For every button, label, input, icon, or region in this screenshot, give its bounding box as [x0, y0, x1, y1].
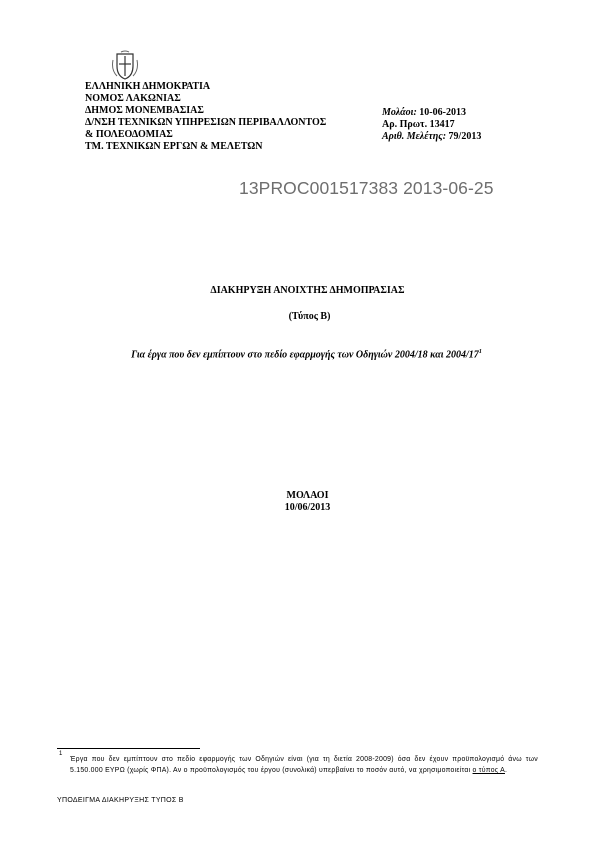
study-label: Αριθ. Μελέτης: [382, 130, 447, 142]
study-row [382, 131, 481, 143]
issuer-line: ΤΜ. ΤΕΧΝΙΚΩΝ ΕΡΓΩΝ & ΜΕΛΕΤΩΝ [85, 140, 263, 152]
footnote-mark: 1 [59, 751, 63, 757]
footnote-main: Έργα που δεν εμπίπτουν στο πεδίο εφαρμογής των Οδηγιών είναι (για τη διετία 2008-2009) όσα δεν έχουν προϋπολογισμό άνω των 5.150.000 ΕΥΡΩ (χωρίς ΦΠΑ). Αν ο προϋπολογισμός του έργου (συνολικά) υπερβαίνει το ποσόν αυτό, να χρησιμοποιείται [70, 756, 538, 774]
footnote-link[interactable]: ο τύπος Α [472, 767, 505, 774]
footnote-end: . [504, 767, 508, 774]
place-date-label: Μολάοι: [382, 107, 417, 118]
place-label: ΜΟΛΑΟΙ [286, 490, 329, 501]
document-title: ΔΙΑΚΗΡΥΞΗ ΑΝΟΙΧΤΗΣ ΔΗΜΟΠΡΑΣΙΑΣ [210, 285, 405, 296]
footnote-rule [57, 748, 200, 749]
issuer-line: & ΠΟΛΕΟΔΟΜΙΑΣ [85, 128, 173, 140]
document-subtitle [9, 349, 595, 360]
registry-stamp: 13PROC001517383 2013-06-25 [239, 178, 494, 198]
reference-block [382, 107, 481, 143]
study-value: 79/2013 [448, 130, 482, 142]
issuer-line: ΝΟΜΟΣ ΛΑΚΩΝΙΑΣ [85, 92, 181, 104]
date-label: 10/06/2013 [284, 502, 331, 513]
issuer-line: Δ/ΝΣΗ ΤΕΧΝΙΚΩΝ ΥΠΗΡΕΣΙΩΝ ΠΕΡΙΒΑΛΛΟΝΤΟΣ [85, 116, 327, 128]
protocol-row [382, 119, 481, 131]
protocol-value: 13417 [429, 118, 455, 130]
protocol-label: Αρ. Πρωτ. [382, 118, 428, 130]
page-footer: ΥΠΟΔΕΙΓΜΑ ΔΙΑΚΗΡΥΞΗΣ ΤΥΠΟΣ Β [57, 797, 184, 804]
document-type: (Τύπος Β) [288, 311, 331, 322]
issuer-line: ΕΛΛΗΝΙΚΗ ΔΗΜΟΚΡΑΤΙΑ [85, 81, 211, 92]
footnote-ref: 1 [478, 349, 482, 355]
place-date-value: 10-06-2013 [419, 107, 466, 118]
issuer-line: ΔΗΜΟΣ ΜΟΝΕΜΒΑΣΙΑΣ [85, 104, 204, 116]
issuer-block [85, 81, 326, 152]
footnote-text [70, 754, 538, 776]
subtitle-text: Για έργα που δεν εμπίπτουν στο πεδίο εφαρμογής των Οδηγιών 2004/18 και 2004/17 [131, 349, 479, 361]
place-date-row [382, 107, 481, 119]
greek-coat-of-arms-icon [109, 50, 141, 82]
